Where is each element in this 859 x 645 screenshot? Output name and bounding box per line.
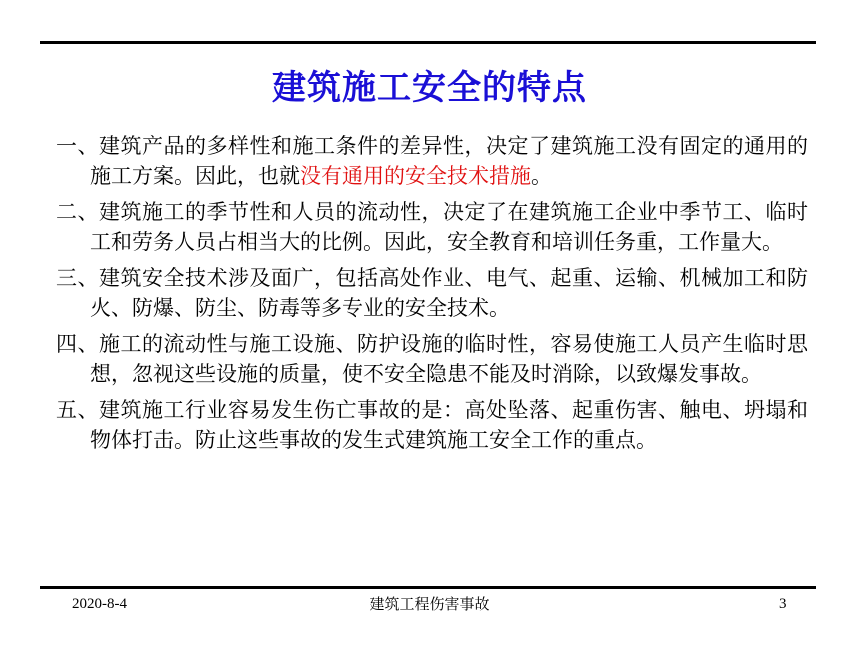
footer-rule <box>40 586 816 589</box>
item-text: 四、施工的流动性与施工设施、防护设施的临时性，容易使施工人员产生临时思想，忽视这些设施的质量，使不安全隐患不能及时消除，以致爆发事故。 <box>56 332 808 386</box>
item-text: 五、建筑施工行业容易发生伤亡事故的是：高处坠落、起重伤害、触电、坍塌和物体打击。防止这些事故的发生式建筑施工安全工作的重点。 <box>56 398 808 452</box>
page-number: 3 <box>779 596 787 612</box>
list-item <box>56 395 808 455</box>
footer-title: 建筑工程伤害事故 <box>369 595 490 613</box>
list-item <box>56 263 808 323</box>
item-text: 二、建筑施工的季节性和人员的流动性，决定了在建筑施工企业中季节工、临时工和劳务人员占相当大的比例。因此，安全教育和培训任务重，工作量大。 <box>56 200 808 254</box>
list-item <box>56 197 808 257</box>
item-highlight: 没有通用的安全技术措施 <box>300 164 531 188</box>
item-text: 一、建筑产品的多样性和施工条件的差异性，决定了建筑施工没有固定的通用的施工方案。因此，也就 <box>56 134 808 188</box>
item-text-end: 。 <box>531 164 552 188</box>
footer-date: 2020-8-4 <box>72 596 127 612</box>
content-list <box>56 131 808 461</box>
header-rule <box>40 41 816 44</box>
list-item <box>56 131 808 191</box>
item-text: 三、建筑安全技术涉及面广，包括高处作业、电气、起重、运输、机械加工和防火、防爆、防尘、防毒等多专业的安全技术。 <box>56 266 808 320</box>
slide-title: 建筑施工安全的特点 <box>272 68 587 108</box>
list-item <box>56 329 808 389</box>
